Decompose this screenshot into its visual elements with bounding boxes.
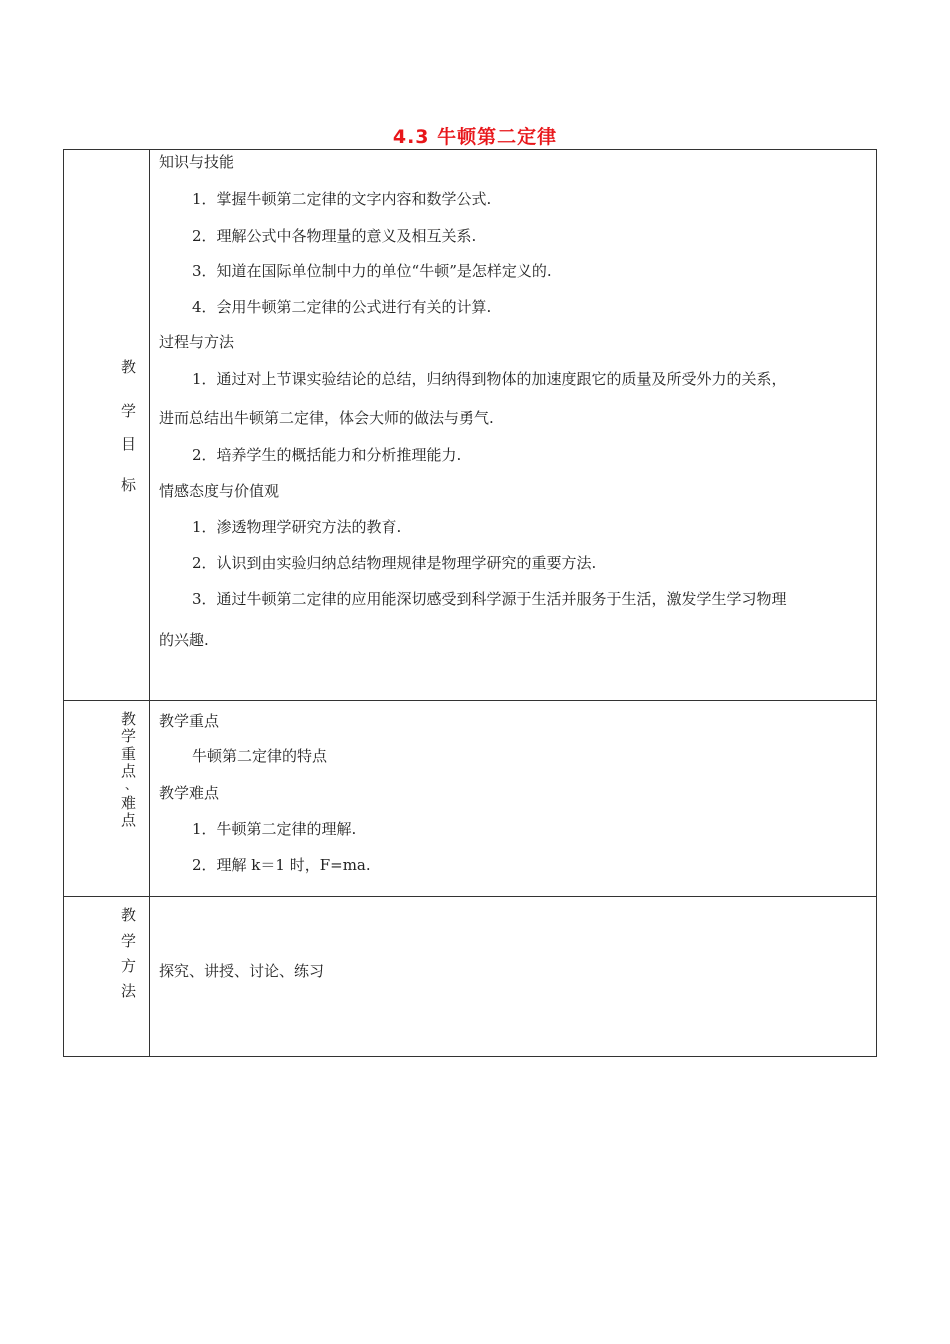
methods-label-2: 学	[121, 932, 137, 950]
difficulty-item: 2．理解 k＝1 时，F=ma.	[192, 856, 371, 874]
objective-item: 2．认识到由实验归纳总结物理规律是物理学研究的重要方法.	[192, 554, 597, 572]
key-text: 牛顿第二定律的特点	[192, 747, 328, 765]
methods-label-1: 教	[121, 906, 137, 924]
methods-label-3: 方	[121, 957, 137, 975]
methods-label-4: 法	[121, 982, 137, 1000]
objective-item: 1．渗透物理学研究方法的教育.	[192, 518, 402, 536]
objectives-label-1: 教	[121, 358, 137, 376]
column-divider	[149, 149, 150, 1057]
section-heading-knowledge: 知识与技能	[159, 153, 235, 171]
objective-item: 3．通过牛顿第二定律的应用能深切感受到科学源于生活并服务于生活，激发学生学习物理	[192, 590, 787, 608]
objective-item: 的兴趣.	[159, 631, 209, 649]
objective-item: 进而总结出牛顿第二定律，体会大师的做法与勇气.	[159, 409, 494, 427]
objective-item: 2．培养学生的概括能力和分析推理能力.	[192, 446, 462, 464]
methods-text: 探究、讲授、讨论、练习	[159, 962, 325, 980]
objectives-label-3: 目	[121, 435, 137, 453]
objective-item: 1．通过对上节课实验结论的总结，归纳得到物体的加速度跟它的质量及所受外力的关系，	[192, 370, 787, 388]
objective-item: 4．会用牛顿第二定律的公式进行有关的计算.	[192, 298, 492, 316]
objective-item: 3．知道在国际单位制中力的单位“牛顿”是怎样定义的.	[192, 262, 552, 280]
key-heading: 教学重点	[159, 712, 220, 730]
section-heading-attitude: 情感态度与价值观	[159, 482, 280, 500]
row-divider-1	[63, 700, 877, 701]
objective-item: 2．理解公式中各物理量的意义及相互关系.	[192, 227, 477, 245]
section-heading-process: 过程与方法	[159, 333, 235, 351]
objectives-label-4: 标	[121, 476, 137, 494]
table-border-right	[876, 149, 877, 1057]
objectives-label-2: 学	[121, 402, 137, 420]
lesson-table	[63, 149, 877, 1057]
difficulty-item: 1．牛顿第二定律的理解.	[192, 820, 357, 838]
keypoints-label-3: 重	[121, 745, 137, 763]
row-divider-2	[63, 896, 877, 897]
keypoints-label-5: 、	[125, 778, 138, 792]
keypoints-label-6: 难	[121, 794, 137, 812]
keypoints-label-1: 教	[121, 710, 137, 728]
table-border-top	[63, 149, 877, 150]
objective-item: 1．掌握牛顿第二定律的文字内容和数学公式.	[192, 190, 492, 208]
keypoints-label-2: 学	[121, 727, 137, 745]
difficulty-heading: 教学难点	[159, 784, 220, 802]
table-border-bottom	[63, 1056, 877, 1057]
keypoints-label-7: 点	[121, 811, 137, 829]
page-title: 4.3 牛顿第二定律	[392, 126, 558, 148]
table-border-left	[63, 149, 64, 1057]
keypoints-label-4: 点	[121, 762, 137, 780]
